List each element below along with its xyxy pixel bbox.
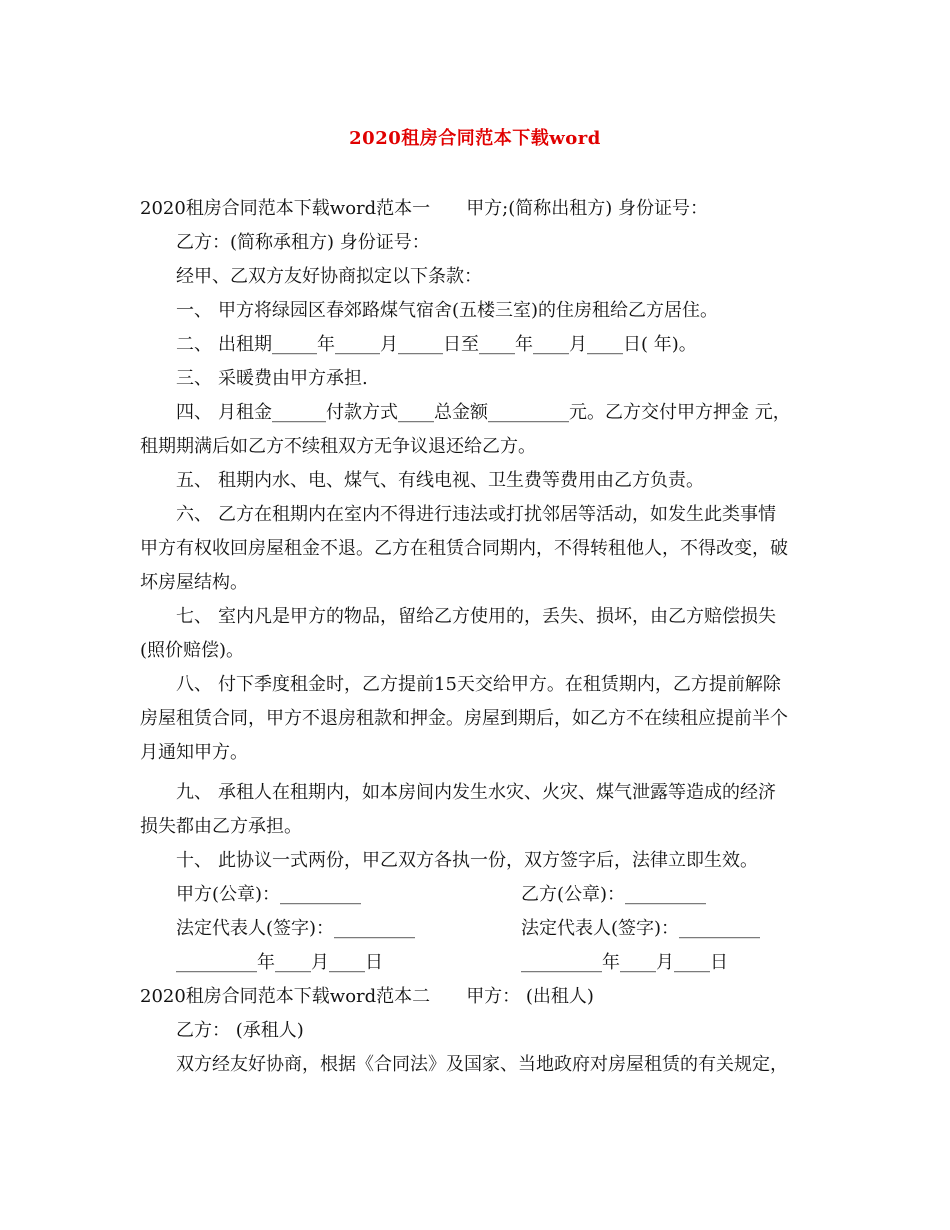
clause-8-continued: 房屋租赁合同，甲方不退房租款和押金。房屋到期后，如乙方不在续租应提前半个 (140, 708, 788, 729)
clause-number: 五、 (176, 470, 212, 491)
lessee-label: 乙方： (承租人) (176, 1020, 304, 1041)
clause-6 (176, 503, 776, 527)
clause-1 (176, 299, 718, 323)
clause-number: 九、 (176, 782, 212, 803)
party-a-representative: 法定代表人(签字)：_________ (176, 918, 416, 939)
clause-9 (176, 781, 776, 805)
clause-number: 四、 (176, 402, 212, 423)
clause-text: 月租金______付款方式____总金额_________元。乙方交付甲方押金 元， (218, 402, 791, 423)
clause-9-continued: 损失都由乙方承担。 (140, 816, 302, 837)
document-title: 2020租房合同范本下载word (349, 128, 601, 149)
clause-7 (176, 605, 776, 629)
clause-number: 三、 (176, 368, 212, 389)
party-b-representative: 法定代表人(签字)：_________ (521, 918, 761, 939)
clause-number: 二、 (176, 334, 212, 355)
clause-4-continued: 租期期满后如乙方不续租双方无争议退还给乙方。 (140, 436, 536, 457)
party-a-seal: 甲方(公章)：_________ (176, 884, 362, 905)
lessor-label: 甲方： (出租人) (466, 986, 594, 1007)
party-b-seal: 乙方(公章)：_________ (521, 884, 707, 905)
clause-text: 此协议一式两份，甲乙双方各执一份，双方签字后，法律立即生效。 (218, 850, 758, 871)
clause-number: 八、 (176, 674, 212, 695)
clause-text: 乙方在租期内在室内不得进行违法或打扰邻居等活动，如发生此类事情 (218, 504, 776, 525)
party-a-date: _________年____月____日 (176, 952, 383, 973)
clause-6-continued: 坏房屋结构。 (140, 572, 248, 593)
clause-2 (176, 333, 697, 357)
clause-text: 室内凡是甲方的物品，留给乙方使用的，丢失、损坏，由乙方赔偿损失 (218, 606, 776, 627)
clause-3 (176, 367, 368, 391)
clause-8-continued: 月通知甲方。 (140, 742, 248, 763)
clause-number: 七、 (176, 606, 212, 627)
clause-number: 六、 (176, 504, 212, 525)
clause-7-continued: (照价赔偿)。 (140, 640, 245, 661)
template-two-heading: 2020租房合同范本下载word范本二 (140, 986, 431, 1007)
party-b-date: _________年____月____日 (521, 952, 728, 973)
clause-text: 出租期_____年_____月_____日至____年____月____日( 年)。 (218, 334, 697, 355)
clause-4 (176, 401, 791, 425)
party-a-label: 甲方;(简称出租方) 身份证号： (466, 198, 709, 219)
clause-8 (176, 673, 781, 697)
clause-text: 承租人在租期内，如本房间内发生水灾、火灾、煤气泄露等造成的经济 (218, 782, 776, 803)
clause-text: 付下季度租金时，乙方提前15天交给甲方。在租赁期内，乙方提前解除 (218, 674, 781, 695)
body-line (140, 197, 708, 221)
clause-10 (176, 849, 758, 873)
clause-text: 甲方将绿园区春郊路煤气宿舍(五楼三室)的住房租给乙方居住。 (218, 300, 719, 321)
clause-text: 采暖费由甲方承担. (218, 368, 368, 389)
party-b-line: 乙方：(简称承租方) 身份证号： (176, 232, 430, 253)
body-line (140, 985, 594, 1009)
clause-6-continued: 甲方有权收回房屋租金不退。乙方在租赁合同期内，不得转租他人，不得改变，破 (140, 538, 788, 559)
template-one-heading: 2020租房合同范本下载word范本一 (140, 198, 431, 219)
template-two-intro: 双方经友好协商，根据《合同法》及国家、当地政府对房屋租赁的有关规定， (176, 1054, 788, 1075)
clause-5 (176, 469, 704, 493)
clause-number: 一、 (176, 300, 212, 321)
clause-number: 十、 (176, 850, 212, 871)
intro-line: 经甲、乙双方友好协商拟定以下条款： (176, 266, 482, 287)
clause-text: 租期内水、电、煤气、有线电视、卫生费等费用由乙方负责。 (218, 470, 704, 491)
